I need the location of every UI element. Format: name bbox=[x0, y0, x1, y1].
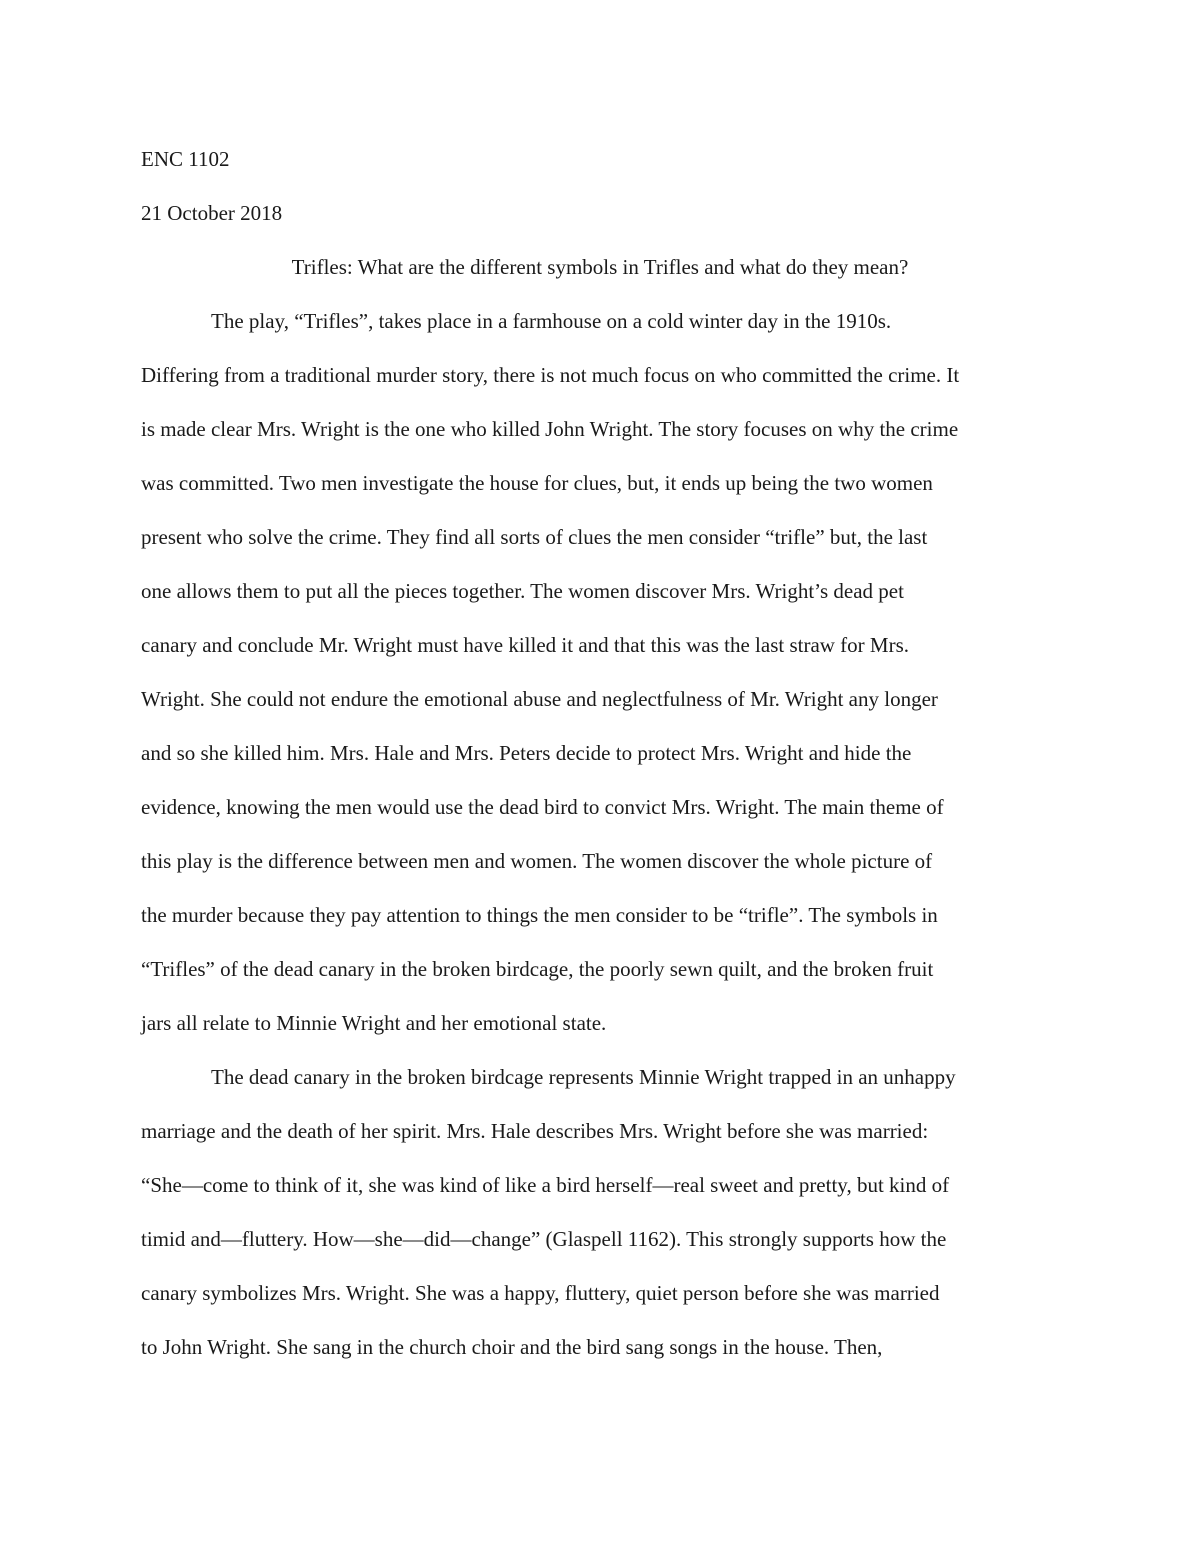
paragraph-2-line: “She—come to think of it, she was kind of like a bird herself—real sweet and pretty, but kind of bbox=[141, 1173, 950, 1197]
paragraph-1-line: is made clear Mrs. Wright is the one who killed John Wright. The story focuses on why the crime bbox=[141, 417, 959, 441]
paragraph-1-line: present who solve the crime. They find all sorts of clues the men consider “trifle” but, the last bbox=[141, 525, 928, 549]
paragraph-1-line: jars all relate to Minnie Wright and her emotional state. bbox=[141, 1011, 607, 1035]
paragraph-1-line: this play is the difference between men and women. The women discover the whole picture of bbox=[141, 849, 933, 873]
course-heading: ENC 1102 bbox=[141, 147, 230, 171]
paragraph-1-line: one allows them to put all the pieces together. The women discover Mrs. Wright’s dead pet bbox=[141, 579, 904, 603]
paragraph-2-line: to John Wright. She sang in the church choir and the bird sang songs in the house. Then, bbox=[141, 1335, 883, 1359]
paragraph-1-line: was committed. Two men investigate the house for clues, but, it ends up being the two women bbox=[141, 471, 933, 495]
paragraph-1-line: evidence, knowing the men would use the dead bird to convict Mrs. Wright. The main theme of bbox=[141, 795, 944, 819]
paragraph-2-line: The dead canary in the broken birdcage represents Minnie Wright trapped in an unhappy bbox=[211, 1065, 956, 1089]
paragraph-1-line: “Trifles” of the dead canary in the broken birdcage, the poorly sewn quilt, and the broken fruit bbox=[141, 957, 934, 981]
paragraph-1-line: Differing from a traditional murder story, there is not much focus on who committed the crime. It bbox=[141, 363, 960, 387]
paragraph-2-line: timid and—fluttery. How—she—did—change” (Glaspell 1162). This strongly supports how the bbox=[141, 1227, 947, 1251]
paragraph-1-line: and so she killed him. Mrs. Hale and Mrs. Peters decide to protect Mrs. Wright and hide the bbox=[141, 741, 912, 765]
date-heading: 21 October 2018 bbox=[141, 201, 283, 225]
paragraph-1-line: the murder because they pay attention to things the men consider to be “trifle”. The symbols in bbox=[141, 903, 938, 927]
essay-title: Trifles: What are the different symbols in Trifles and what do they mean? bbox=[291, 255, 909, 279]
paragraph-1-line: canary and conclude Mr. Wright must have killed it and that this was the last straw for Mrs. bbox=[141, 633, 910, 657]
paragraph-2-line: marriage and the death of her spirit. Mrs. Hale describes Mrs. Wright before she was married: bbox=[141, 1119, 929, 1143]
paragraph-1-line: Wright. She could not endure the emotional abuse and neglectfulness of Mr. Wright any longer bbox=[141, 687, 938, 711]
paragraph-1-line: The play, “Trifles”, takes place in a farmhouse on a cold winter day in the 1910s. bbox=[211, 309, 892, 333]
paragraph-2-line: canary symbolizes Mrs. Wright. She was a happy, fluttery, quiet person before she was married bbox=[141, 1281, 940, 1305]
